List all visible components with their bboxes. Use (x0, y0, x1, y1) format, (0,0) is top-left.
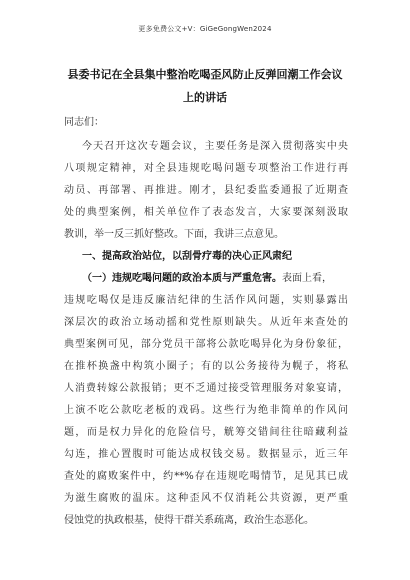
body-line: 违规吃喝仅是违反廉洁纪律的生活作风问题，实则暴露出 (64, 295, 348, 306)
header-note: 更多免费公文+V：GiGeGongWen2024 (138, 25, 272, 33)
body-line: 侵蚀党的执政根基，使得干群关系疏离，政治生态恶化。 (64, 515, 314, 526)
intro-line: 动员、再部署、再推进。刚才，县纪委监委通报了近期查 (64, 185, 348, 196)
body-line: 为滋生腐败的温床。这种歪风不仅消耗公共资源，更严重 (64, 493, 348, 504)
document-title-line-2: 上的讲话 (183, 91, 227, 104)
body-line: 上演不吃公款吃老板的戏码。这些行为绝非简单的作风问 (64, 405, 348, 416)
section-heading-1: 一、提高政治站位，以刮骨疗毒的决心正风肃纪 (82, 251, 292, 262)
intro-line: 处的典型案例，相关单位作了表态发言，大家要深刻汲取 (64, 207, 348, 218)
body-line: 深层次的政治立场动摇和党性原则缺失。从近年来查处的 (64, 317, 348, 328)
subsection-heading-rest: 表面上看， (282, 273, 332, 284)
body-line: 典型案例可见，部分党员干部将公款吃喝异化为身份象征， (64, 339, 348, 350)
intro-line: 教训，举一反三抓好整改。下面，我讲三点意见。 (64, 229, 284, 240)
subsection-heading-1: （一）违规吃喝问题的政治本质与严重危害。 (82, 273, 282, 284)
subsection-heading-row (82, 273, 348, 285)
body-line: 查处的腐败案件中，约**%存在违规吃喝情节，足见其已成 (64, 471, 348, 482)
salutation: 同志们： (64, 117, 104, 128)
body-line: 在推杯换盏中构筑小圈子；有的以公务接待为幌子，将私 (64, 361, 348, 372)
document-title-line-1: 县委书记在全县集中整治吃喝歪风防止反弹回潮工作会议 (67, 68, 343, 81)
body-line: 勾连，推心置腹时可能达成权钱交易。数据显示，近三年 (64, 449, 348, 460)
intro-line: 八项规定精神，对全县违规吃喝问题专项整治工作进行再 (64, 163, 348, 174)
body-line: 题，而是权力异化的危险信号，觥筹交错间往往暗藏利益 (64, 427, 348, 438)
intro-line: 今天召开这次专题会议，主要任务是深入贯彻落实中央 (82, 141, 348, 152)
body-line: 人消费转嫁公款报销；更不乏通过接受管理服务对象宴请， (64, 383, 348, 394)
